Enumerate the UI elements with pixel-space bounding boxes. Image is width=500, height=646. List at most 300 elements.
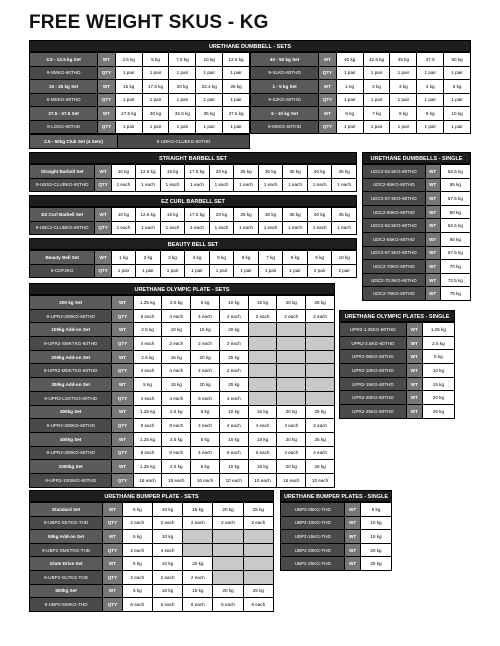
weight-cell: 60 kg xyxy=(440,205,470,219)
table-row xyxy=(30,251,357,265)
weight-cell: 20 kg xyxy=(209,165,234,179)
club-set-sku: 9-UDKG-CLUBKG-60THD xyxy=(118,135,250,149)
qty-cell: 6 each xyxy=(133,309,162,323)
set-sku: 9-UPR2-SMKTKG-60THD xyxy=(30,337,112,351)
single-sku: UPR2-20KG-60THD xyxy=(340,391,407,405)
qty-cell: 1 pair xyxy=(223,66,250,80)
wt-label: WT xyxy=(345,516,361,530)
weight-cell: 2.5 kg xyxy=(162,432,191,446)
table-row xyxy=(251,93,471,107)
weight-cell: 10 kg xyxy=(111,208,136,222)
weight-cell: 10 kg xyxy=(219,460,248,474)
qty-cell: 1 each xyxy=(160,221,185,235)
table-row xyxy=(363,219,471,233)
set-name: 200 kg Set xyxy=(30,296,112,310)
weight-cell: 12.5 kg xyxy=(136,165,161,179)
single-sku: UBP2-15KG-THD xyxy=(281,530,345,544)
set-name: 6 - 10 kg Set xyxy=(251,107,319,121)
qty-cell: 1 pair xyxy=(417,93,444,107)
qty-label: QTY xyxy=(98,93,116,107)
weight-cell xyxy=(248,378,277,392)
qty-label: QTY xyxy=(103,598,123,612)
table-row xyxy=(340,364,455,378)
qty-cell: 1 pair xyxy=(115,93,142,107)
single-sku: UBP2-10KG-THD xyxy=(281,516,345,530)
table-row xyxy=(30,178,357,192)
table-row xyxy=(30,350,335,364)
weight-cell: 20 kg xyxy=(219,323,248,337)
weight-cell: 72.5 kg xyxy=(440,273,470,287)
wt-label: WT xyxy=(112,350,133,364)
weight-cell: 42.5 kg xyxy=(363,53,390,67)
single-sku: UDC2-60KG-60THD xyxy=(363,205,426,219)
weight-cell: 5 kg xyxy=(209,251,234,265)
set-name: EZ Curl Barbell Set xyxy=(30,208,95,222)
wt-label: WT xyxy=(98,107,116,121)
weight-cell: 40 kg xyxy=(307,208,332,222)
wt-label: WT xyxy=(98,53,116,67)
wt-label: WT xyxy=(95,208,111,222)
qty-cell: 2 each xyxy=(191,337,220,351)
qty-cell: 1 pair xyxy=(390,120,417,134)
qty-cell: 1 pair xyxy=(142,93,169,107)
weight-cell: 15 kg xyxy=(248,296,277,310)
weight-cell: 10 kg xyxy=(332,251,357,265)
dumbbell-single-section xyxy=(362,152,471,301)
wt-label: WT xyxy=(406,405,422,419)
qty-cell: 1 pair xyxy=(209,264,234,278)
weight-cell: 17.5 kg xyxy=(142,80,169,94)
table-row xyxy=(281,557,392,571)
table-row xyxy=(30,503,274,517)
weight-cell: 2.5 kg xyxy=(162,405,191,419)
qty-label: QTY xyxy=(112,446,133,460)
wt-label: WT xyxy=(103,530,123,544)
single-sku: UBP2-05KG-THD xyxy=(281,503,345,517)
weight-cell: 1.25 kg xyxy=(133,460,162,474)
qty-label: QTY xyxy=(319,66,337,80)
weight-cell: 15 kg xyxy=(115,80,142,94)
weight-cell: 8 kg xyxy=(390,107,417,121)
table-row xyxy=(30,391,335,405)
table-row xyxy=(30,378,335,392)
weight-cell: 9 kg xyxy=(307,251,332,265)
wt-label: WT xyxy=(425,232,440,246)
weight-cell: 10 kg xyxy=(444,107,471,121)
set-sku: 9-UPR2-400KG-60THD xyxy=(30,446,112,460)
qty-label: QTY xyxy=(95,264,111,278)
wt-label: WT xyxy=(103,584,123,598)
qty-cell: 1 each xyxy=(185,221,210,235)
weight-cell: 25 kg xyxy=(360,557,391,571)
set-name: 15 - 25 kg Set xyxy=(30,80,98,94)
qty-cell: 1 each xyxy=(209,178,234,192)
set-name: 300kg Add-on Set xyxy=(30,378,112,392)
set-sku: 9-UPR2-MDKTKG-60THD xyxy=(30,364,112,378)
weight-cell: 25 kg xyxy=(234,165,259,179)
wt-label: WT xyxy=(112,405,133,419)
wt-label: WT xyxy=(345,557,361,571)
qty-cell: 1 pair xyxy=(196,66,223,80)
set-name: 1 - 5 kg Set xyxy=(251,80,319,94)
set-sku: 9-UBP2-GLTKG-THD xyxy=(30,570,103,584)
weight-cell: 5 kg xyxy=(191,296,220,310)
qty-cell xyxy=(248,337,277,351)
table-row xyxy=(30,460,335,474)
qty-cell: 4 each xyxy=(133,364,162,378)
set-sku: 9-SMKG-60THD xyxy=(30,66,98,80)
wt-label: WT xyxy=(406,323,422,337)
qty-cell: 4 each xyxy=(162,364,191,378)
weight-cell: 2.5 kg xyxy=(115,53,142,67)
qty-cell: 1 pair xyxy=(390,66,417,80)
weight-cell: 20 kg xyxy=(191,378,220,392)
qty-label: QTY xyxy=(112,309,133,323)
qty-cell: 1 each xyxy=(136,221,161,235)
qty-cell: 1 pair xyxy=(169,120,196,134)
club-set-name: 2.5 - 50kg Club Set (4 Sets) xyxy=(30,135,118,149)
wt-label: WT xyxy=(425,165,440,179)
weight-cell: 7 kg xyxy=(363,107,390,121)
dumbbell-sets-left-table xyxy=(29,52,250,134)
qty-cell: 2 each xyxy=(213,516,243,530)
set-sku: 9-MDKG-60THD xyxy=(30,93,98,107)
weight-cell: 20 kg xyxy=(277,296,306,310)
straight-barbell-table xyxy=(29,164,357,192)
qty-cell: 2 each xyxy=(277,309,306,323)
weight-cell xyxy=(277,323,306,337)
weight-cell: 5 kg xyxy=(122,503,152,517)
qty-cell: 4 each xyxy=(191,446,220,460)
weight-cell: 15 kg xyxy=(162,350,191,364)
qty-label: QTY xyxy=(112,337,133,351)
qty-cell: 1 each xyxy=(111,221,136,235)
wt-label: WT xyxy=(406,391,422,405)
weight-cell: 15 kg xyxy=(183,584,213,598)
qty-cell: 6 each xyxy=(183,598,213,612)
single-sku: UPR2-05KG-60THD xyxy=(340,350,407,364)
set-sku: 9-UBS2-CLUBKG-60THD xyxy=(30,178,95,192)
table-row xyxy=(30,309,335,323)
weight-cell xyxy=(243,557,273,571)
single-sku: UDC2-62.5KG-60THD xyxy=(363,219,426,233)
table-row xyxy=(363,246,471,260)
weight-cell: 37.5 kg xyxy=(223,107,250,121)
weight-cell: 20 kg xyxy=(360,543,391,557)
set-sku: 9-UBP2-SMKTKG-THD xyxy=(30,543,103,557)
qty-cell: 2 each xyxy=(122,570,152,584)
weight-cell xyxy=(306,378,335,392)
wt-label: WT xyxy=(345,543,361,557)
dumbbell-sets-section xyxy=(29,40,471,149)
qty-cell xyxy=(248,364,277,378)
wt-label: WT xyxy=(406,350,422,364)
single-sku: UDC2-52.5KG-60THD xyxy=(363,165,426,179)
page-title: FREE WEIGHT SKUS - KG xyxy=(29,12,269,33)
table-row xyxy=(30,337,335,351)
qty-cell: 1 pair xyxy=(444,93,471,107)
qty-cell: 8 each xyxy=(133,446,162,460)
qty-cell xyxy=(306,337,335,351)
qty-label: QTY xyxy=(95,221,111,235)
qty-cell: 6 each xyxy=(248,446,277,460)
weight-cell: 25 kg xyxy=(306,460,335,474)
qty-label: QTY xyxy=(103,516,123,530)
weight-cell xyxy=(306,350,335,364)
weight-cell: 1.25 kg xyxy=(422,323,454,337)
weight-cell: 62.5 kg xyxy=(440,219,470,233)
qty-cell: 2 each xyxy=(219,337,248,351)
qty-cell: 1 each xyxy=(209,221,234,235)
wt-label: WT xyxy=(112,460,133,474)
table-row xyxy=(363,232,471,246)
single-sku: UDC2-57.5KG-60THD xyxy=(363,192,426,206)
wt-label: WT xyxy=(425,260,440,274)
weight-cell xyxy=(213,530,243,544)
qty-cell: 1 pair xyxy=(142,120,169,134)
set-sku: 9-UBC2-CLUBKG-60THD xyxy=(30,221,95,235)
weight-cell: 25 kg xyxy=(243,584,273,598)
olympic-single-section xyxy=(339,310,455,419)
table-row xyxy=(281,503,392,517)
weight-cell: 5 kg xyxy=(122,530,152,544)
weight-cell: 35 kg xyxy=(196,107,223,121)
qty-cell: 6 each xyxy=(243,598,273,612)
qty-cell: 1 each xyxy=(258,221,283,235)
wt-label: WT xyxy=(425,273,440,287)
weight-cell: 10 kg xyxy=(111,165,136,179)
weight-cell: 5 kg xyxy=(444,80,471,94)
table-row xyxy=(363,192,471,206)
weight-cell: 5 kg xyxy=(133,378,162,392)
wt-label: WT xyxy=(345,530,361,544)
weight-cell: 30 kg xyxy=(258,208,283,222)
qty-cell: 1 pair xyxy=(417,120,444,134)
qty-cell: 1 pair xyxy=(142,66,169,80)
weight-cell: 9 kg xyxy=(417,107,444,121)
qty-cell: 2 each xyxy=(122,516,152,530)
qty-label: QTY xyxy=(112,473,133,487)
qty-cell: 1 pair xyxy=(234,264,259,278)
qty-cell: 1 pair xyxy=(363,66,390,80)
table-row xyxy=(340,391,455,405)
set-name: Straight Barbell Set xyxy=(30,165,95,179)
qty-cell: 1 pair xyxy=(223,120,250,134)
set-name: Glute Drive Set xyxy=(30,557,103,571)
table-row xyxy=(30,107,250,121)
qty-cell: 4 each xyxy=(277,446,306,460)
weight-cell: 45 kg xyxy=(332,208,357,222)
set-sku: 9-UPR2-300KG-60THD xyxy=(30,419,112,433)
table-row xyxy=(30,165,357,179)
weight-cell: 20 kg xyxy=(422,391,454,405)
olympic-single-header: URETHANE OLYMPIC PLATES - SINGLE xyxy=(339,310,455,322)
qty-cell: 2 each xyxy=(248,309,277,323)
qty-cell: 1 pair xyxy=(283,264,308,278)
qty-cell: 1 each xyxy=(332,221,357,235)
table-row xyxy=(281,543,392,557)
weight-cell: 2.5 kg xyxy=(133,350,162,364)
weight-cell: 15 kg xyxy=(248,432,277,446)
qty-cell: 1 pair xyxy=(136,264,161,278)
table-row xyxy=(30,53,250,67)
weight-cell: 70 kg xyxy=(440,260,470,274)
qty-cell: 2 each xyxy=(183,570,213,584)
table-row xyxy=(251,107,471,121)
set-sku: 9-LGKG-60THD xyxy=(30,120,98,134)
qty-cell: 1 each xyxy=(136,178,161,192)
weight-cell: 15 kg xyxy=(160,165,185,179)
set-sku: 9-UBP2-500KG-THD xyxy=(30,598,103,612)
table-row xyxy=(363,273,471,287)
single-sku: UPR2-15KG-60THD xyxy=(340,377,407,391)
weight-cell: 2.5 kg xyxy=(162,460,191,474)
single-sku: UBP2-25KG-THD xyxy=(281,557,345,571)
qty-cell: 16 each xyxy=(162,473,191,487)
weight-cell: 5 kg xyxy=(122,584,152,598)
qty-cell: 4 each xyxy=(219,419,248,433)
qty-cell: 6 each xyxy=(191,391,220,405)
weight-cell: 52.5 kg xyxy=(440,165,470,179)
set-sku: 9-CDF2KG xyxy=(30,264,95,278)
qty-label: QTY xyxy=(319,120,337,134)
set-name: 100kg Add-on Set xyxy=(30,323,112,337)
weight-cell: 25 kg xyxy=(234,208,259,222)
single-sku: UDC2-72.5KG-60THD xyxy=(363,273,426,287)
table-row xyxy=(30,557,274,571)
qty-cell: 2 pair xyxy=(332,264,357,278)
dumbbell-sets-header: URETHANE DUMBBELL - SETS xyxy=(29,40,471,52)
weight-cell: 30 kg xyxy=(258,165,283,179)
wt-label: WT xyxy=(425,178,440,192)
qty-cell: 4 each xyxy=(162,309,191,323)
weight-cell: 5 kg xyxy=(191,405,220,419)
wt-label: WT xyxy=(425,205,440,219)
weight-cell: 8 kg xyxy=(283,251,308,265)
bumper-sets-header: URETHANE BUMPER PLATE - SETS xyxy=(29,490,274,502)
weight-cell: 5 kg xyxy=(122,557,152,571)
table-row xyxy=(30,584,274,598)
set-name: 500kg Set xyxy=(30,584,103,598)
qty-label: QTY xyxy=(112,419,133,433)
qty-cell xyxy=(306,391,335,405)
weight-cell: 2.5 kg xyxy=(133,323,162,337)
table-row xyxy=(340,377,455,391)
weight-cell: 15 kg xyxy=(248,405,277,419)
weight-cell: 25 kg xyxy=(219,378,248,392)
ez-curl-section xyxy=(29,195,357,235)
qty-cell: 1 each xyxy=(307,221,332,235)
weight-cell: 27.5 kg xyxy=(115,107,142,121)
qty-cell: 1 pair xyxy=(417,66,444,80)
bumper-single-table xyxy=(280,502,392,571)
set-name: 1000kg Set xyxy=(30,460,112,474)
table-row xyxy=(30,419,335,433)
table-row xyxy=(30,80,250,94)
table-row xyxy=(30,208,357,222)
weight-cell: 15 kg xyxy=(191,323,220,337)
weight-cell: 22.4 kg xyxy=(196,80,223,94)
qty-cell: 2 each xyxy=(183,516,213,530)
qty-cell xyxy=(243,543,273,557)
weight-cell: 10 kg xyxy=(152,503,182,517)
qty-cell: 6 each xyxy=(122,598,152,612)
weight-cell xyxy=(213,557,243,571)
table-row xyxy=(340,405,455,419)
qty-label: QTY xyxy=(112,364,133,378)
table-row xyxy=(30,66,250,80)
wt-label: WT xyxy=(112,432,133,446)
straight-barbell-header: STRAIGHT BARBELL SET xyxy=(29,152,357,164)
qty-cell: 1 each xyxy=(185,178,210,192)
weight-cell: 45 kg xyxy=(332,165,357,179)
wt-label: WT xyxy=(406,336,422,350)
qty-cell: 6 each xyxy=(213,598,243,612)
qty-cell xyxy=(277,337,306,351)
weight-cell: 7.5 kg xyxy=(169,53,196,67)
weight-cell: 20 kg xyxy=(183,557,213,571)
qty-cell: 1 pair xyxy=(363,120,390,134)
weight-cell xyxy=(243,530,273,544)
table-row xyxy=(251,53,471,67)
qty-cell xyxy=(213,570,243,584)
single-sku: UDC2-67.5KG-60THD xyxy=(363,246,426,260)
weight-cell: 20 kg xyxy=(213,503,243,517)
bumper-sets-section xyxy=(29,490,274,612)
weight-cell: 32.5 kg xyxy=(169,107,196,121)
qty-cell: 1 pair xyxy=(390,93,417,107)
qty-cell: 8 each xyxy=(162,446,191,460)
weight-cell: 3 kg xyxy=(160,251,185,265)
bumper-single-header: URETHANE BUMPER PLATES - SINGLE xyxy=(280,490,392,502)
qty-cell: 1 pair xyxy=(115,120,142,134)
qty-cell: 1 each xyxy=(160,178,185,192)
single-sku: UDC2-65KG-60THD xyxy=(363,232,426,246)
wt-label: WT xyxy=(319,80,337,94)
wt-label: WT xyxy=(406,364,422,378)
qty-cell: 4 each xyxy=(133,391,162,405)
ez-curl-table xyxy=(29,207,357,235)
weight-cell: 40 kg xyxy=(336,53,363,67)
weight-cell: 45 kg xyxy=(390,53,417,67)
set-sku: 9-UPR2-1000KG-60THD xyxy=(30,473,112,487)
weight-cell: 15 kg xyxy=(183,503,213,517)
qty-cell: 4 each xyxy=(152,543,182,557)
table-row xyxy=(363,178,471,192)
weight-cell: 57.5 kg xyxy=(440,192,470,206)
qty-cell: 4 each xyxy=(219,391,248,405)
single-sku: UPR2-2.5KG-60THD xyxy=(340,336,407,350)
table-row xyxy=(30,364,335,378)
qty-cell: 1 pair xyxy=(196,120,223,134)
table-row xyxy=(281,530,392,544)
set-sku: 9-UBP2-SETKG-THD xyxy=(30,516,103,530)
table-row xyxy=(340,323,455,337)
weight-cell: 35 kg xyxy=(283,165,308,179)
qty-cell: 8 each xyxy=(162,419,191,433)
dumbbell-single-header: URETHANE DUMBBELLS - SINGLE xyxy=(362,152,471,164)
weight-cell: 3 kg xyxy=(390,80,417,94)
qty-cell: 1 pair xyxy=(223,93,250,107)
weight-cell: 5 kg xyxy=(360,503,391,517)
qty-cell xyxy=(248,391,277,405)
weight-cell: 25 kg xyxy=(306,296,335,310)
qty-cell: 2 each xyxy=(306,419,335,433)
qty-cell: 1 each xyxy=(258,178,283,192)
set-sku: 9-XLKG-60THD xyxy=(251,66,319,80)
qty-label: QTY xyxy=(319,93,337,107)
qty-label: QTY xyxy=(95,178,111,192)
